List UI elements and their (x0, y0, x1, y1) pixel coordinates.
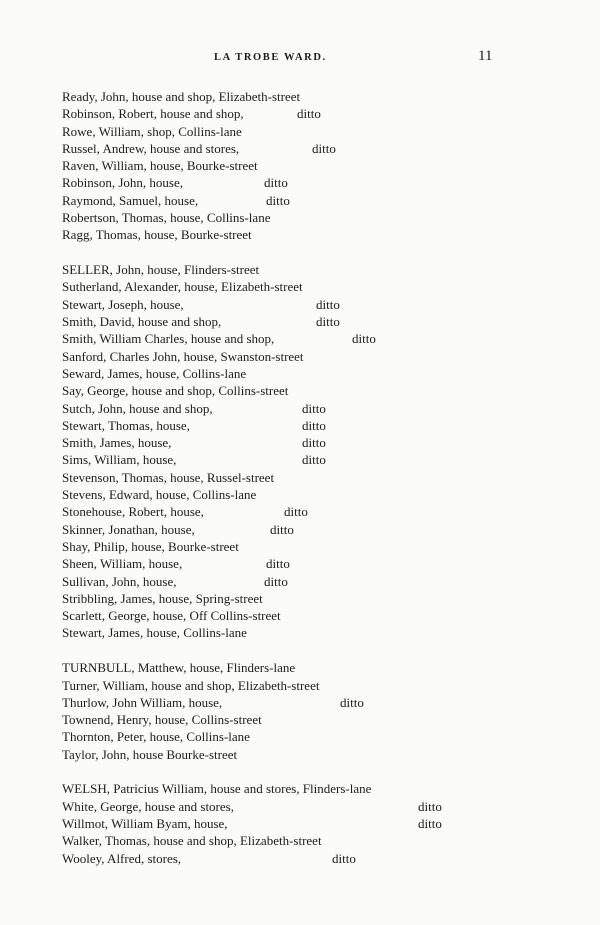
entry-text: Raven, William, house, Bourke-street (62, 158, 258, 174)
directory-entry (62, 417, 562, 434)
entry-text: Sims, William, house, (62, 452, 177, 468)
directory-entry (62, 434, 562, 451)
ditto-mark: ditto (316, 314, 340, 330)
directory-entry (62, 296, 562, 313)
directory-entry (62, 624, 562, 641)
ditto-mark: ditto (332, 850, 356, 866)
entry-text: Willmot, William Byam, house, (62, 816, 228, 832)
directory-entry (62, 659, 562, 676)
directory-entry (62, 278, 562, 295)
directory-entry (62, 850, 562, 867)
directory-entry (62, 209, 562, 226)
directory-entry (62, 313, 562, 330)
entry-text: Skinner, Jonathan, house, (62, 521, 195, 537)
entry-text: Stonehouse, Robert, house, (62, 504, 204, 520)
entry-text: Thurlow, John William, house, (62, 694, 223, 710)
ditto-mark: ditto (418, 798, 442, 814)
directory-entry (62, 330, 562, 347)
ditto-mark: ditto (264, 573, 288, 589)
entry-text: Sanford, Charles John, house, Swanston-street (62, 348, 304, 364)
entry-text: Walker, Thomas, house and shop, Elizabeth-street (62, 833, 322, 849)
ditto-mark: ditto (284, 504, 308, 520)
directory-entry (62, 728, 562, 745)
entry-text: Smith, William Charles, house and shop, (62, 331, 275, 347)
directory-entry (62, 538, 562, 555)
entry-text: Turner, William, house and shop, Elizabeth-street (62, 677, 320, 693)
entry-text: Sutch, John, house and shop, (62, 400, 213, 416)
entry-text: Stevens, Edward, house, Collins-lane (62, 487, 257, 503)
entry-text: Sheen, William, house, (62, 556, 183, 572)
entry-text: Taylor, John, house Bourke-street (62, 746, 238, 762)
directory-entry (62, 573, 562, 590)
entry-text: Robinson, John, house, (62, 175, 183, 191)
entry-text: Smith, James, house, (62, 435, 172, 451)
entry-text: Smith, David, house and shop, (62, 314, 222, 330)
directory-section (62, 780, 562, 866)
ditto-mark: ditto (270, 521, 294, 537)
ditto-mark: ditto (312, 140, 336, 156)
running-title: LA TROBE WARD. (214, 52, 327, 63)
entry-text: Robertson, Thomas, house, Collins-lane (62, 210, 271, 226)
directory-entry (62, 469, 562, 486)
page-header (0, 50, 600, 70)
entry-text: Thornton, Peter, house, Collins-lane (62, 729, 250, 745)
entry-text: Townend, Henry, house, Collins-street (62, 712, 262, 728)
entry-text: Stribbling, James, house, Spring-street (62, 590, 263, 606)
directory-entry (62, 382, 562, 399)
entry-text: Robinson, Robert, house and shop, (62, 106, 244, 122)
entry-text: Scarlett, George, house, Off Collins-street (62, 608, 281, 624)
directory-entry (62, 677, 562, 694)
directory-entry (62, 174, 562, 191)
ditto-mark: ditto (418, 816, 442, 832)
ditto-mark: ditto (316, 296, 340, 312)
entry-text: Wooley, Alfred, stores, (62, 850, 182, 866)
directory-entry (62, 192, 562, 209)
ditto-mark: ditto (302, 417, 326, 433)
entry-text: Ragg, Thomas, house, Bourke-street (62, 227, 252, 243)
directory-entry (62, 348, 562, 365)
entry-text: Stewart, Joseph, house, (62, 296, 184, 312)
directory-section (62, 659, 562, 763)
entry-text: Rowe, William, shop, Collins-lane (62, 123, 242, 139)
directory-entry (62, 226, 562, 243)
ditto-mark: ditto (352, 331, 376, 347)
directory-entry (62, 365, 562, 382)
entry-text: WELSH, Patricius William, house and stores, Flinders-lane (62, 781, 372, 797)
directory-entry (62, 798, 562, 815)
directory-entry (62, 400, 562, 417)
entry-text: Stevenson, Thomas, house, Russel-street (62, 469, 275, 485)
entry-text: White, George, house and stores, (62, 798, 234, 814)
directory-entry (62, 832, 562, 849)
directory-entry (62, 261, 562, 278)
directory-entry (62, 486, 562, 503)
entry-text: Sutherland, Alexander, house, Elizabeth-street (62, 279, 303, 295)
directory-entry (62, 140, 562, 157)
directory-entry (62, 157, 562, 174)
ditto-mark: ditto (302, 400, 326, 416)
directory-entry (62, 123, 562, 140)
ditto-mark: ditto (302, 452, 326, 468)
directory-entry (62, 780, 562, 797)
entry-text: SELLER, John, house, Flinders-street (62, 262, 260, 278)
ditto-mark: ditto (297, 106, 321, 122)
entry-text: Say, George, house and shop, Collins-street (62, 383, 289, 399)
entry-text: Stewart, James, house, Collins-lane (62, 625, 247, 641)
ditto-mark: ditto (266, 556, 290, 572)
entry-text: TURNBULL, Matthew, house, Flinders-lane (62, 660, 296, 676)
entry-text: Sullivan, John, house, (62, 573, 177, 589)
entry-text: Stewart, Thomas, house, (62, 417, 190, 433)
entry-text: Russel, Andrew, house and stores, (62, 140, 240, 156)
page-number: 11 (478, 48, 493, 64)
entry-text: Seward, James, house, Collins-lane (62, 365, 247, 381)
directory-entry (62, 503, 562, 520)
ditto-mark: ditto (302, 435, 326, 451)
entry-text: Raymond, Samuel, house, (62, 192, 199, 208)
directory-entry (62, 711, 562, 728)
directory-section (62, 261, 562, 642)
ditto-mark: ditto (264, 175, 288, 191)
directory-entry (62, 105, 562, 122)
directory-entry (62, 88, 562, 105)
directory-entry (62, 694, 562, 711)
directory-listing (62, 88, 562, 884)
entry-text: Shay, Philip, house, Bourke-street (62, 538, 239, 554)
directory-entry (62, 746, 562, 763)
ditto-mark: ditto (266, 192, 290, 208)
directory-entry (62, 555, 562, 572)
directory-entry (62, 607, 562, 624)
directory-entry (62, 451, 562, 468)
entry-text: Ready, John, house and shop, Elizabeth-street (62, 89, 301, 104)
directory-section (62, 88, 562, 244)
directory-entry (62, 815, 562, 832)
directory-entry (62, 521, 562, 538)
directory-entry (62, 590, 562, 607)
ditto-mark: ditto (340, 694, 364, 710)
